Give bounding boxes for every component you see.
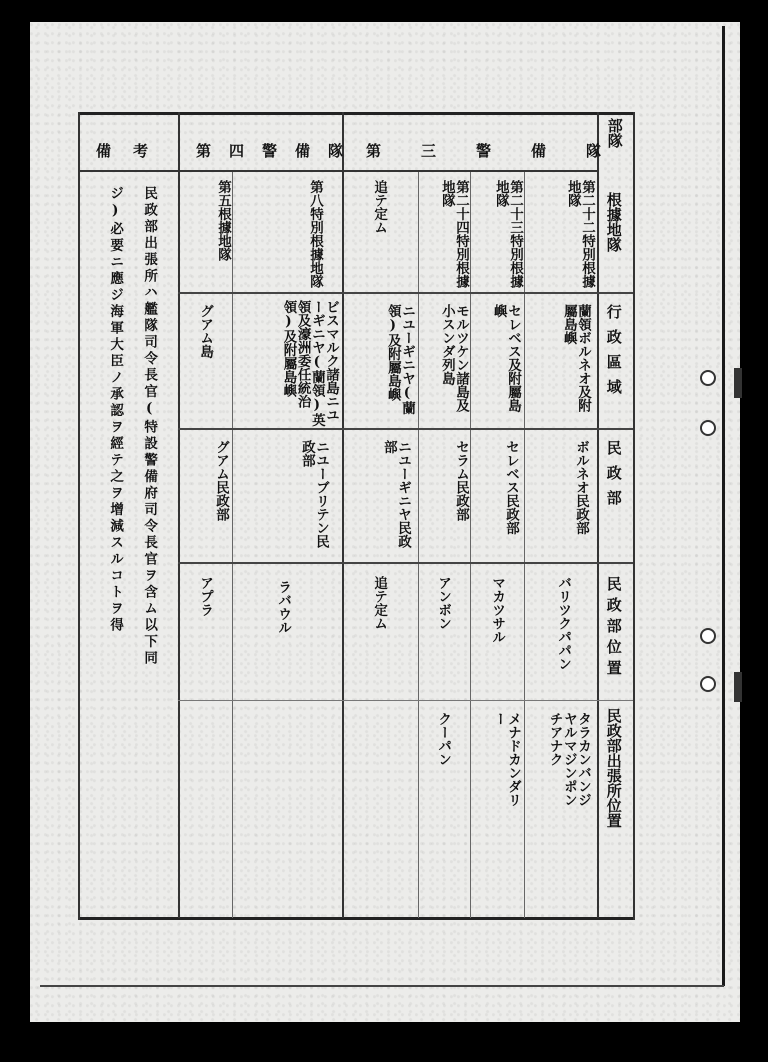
- row-3-base: 第二十四特別根據地隊: [438, 180, 469, 288]
- row-divider: [178, 700, 633, 701]
- column-divider: [470, 172, 471, 918]
- column-divider: [342, 112, 344, 918]
- column-divider: [524, 172, 525, 918]
- header-unit-label: 部隊: [605, 118, 624, 148]
- row-4-civil: ニユーギニヤ民政部: [380, 440, 411, 548]
- row-2-branch-loc: メナドカンダリー: [490, 712, 521, 807]
- row-4-base: 追テ定ム: [371, 180, 388, 234]
- row-2-region: セレベス及附屬島嶼: [490, 304, 521, 412]
- header-branch-loc: 民政部出張所位置: [604, 708, 623, 828]
- table-border-top: [78, 112, 635, 115]
- row-2-civil: セレベス民政部: [503, 440, 519, 535]
- row-5-region: ビスマルク諸島ニユーギニヤ(蘭領)英領及濠洲委任統治領)及附屬島嶼: [280, 300, 339, 427]
- row-1-region: 蘭領ボルネオ及附屬島嶼: [560, 304, 591, 412]
- remarks-line-1: 民政部出張所ハ艦隊司令長官(特設警備府司令長官ヲ含ム以下同: [141, 186, 158, 667]
- row-4-region: ニユーギニヤ(蘭領)及附屬島嶼: [384, 304, 415, 415]
- remarks-line-2: ジ)必要ニ應ジ海軍大臣ノ承認ヲ經テ之ヲ增減スルコトヲ得: [107, 186, 124, 634]
- binder-clip: [734, 672, 742, 702]
- header-remarks: 備考: [96, 142, 171, 160]
- header-civil: 民政部: [604, 440, 623, 515]
- page-edge: [722, 26, 725, 986]
- header-civil-loc: 民政部位置: [604, 576, 623, 681]
- row-3-region: モルツケン諸島及小スンダ列島: [438, 304, 469, 412]
- header-row-divider: [80, 170, 597, 172]
- header-unit4: 第四警備隊: [196, 142, 362, 160]
- page-edge-bottom: [40, 985, 724, 987]
- table-border-left: [78, 112, 80, 920]
- row-6-region: グアム島: [197, 304, 214, 358]
- row-6-base: 第五根據地隊: [215, 180, 231, 261]
- row-1-branch-loc: タラカンバンジヤルマジンポンチアナク: [546, 712, 591, 807]
- binder-hole: [700, 370, 716, 386]
- row-1-civil: ボルネオ民政部: [573, 440, 589, 535]
- column-divider: [597, 112, 599, 918]
- row-divider: [178, 562, 633, 564]
- row-5-civil-loc: ラバウル: [275, 580, 292, 634]
- row-2-civil-loc: マカツサル: [489, 576, 506, 644]
- row-4-civil-loc: 追テ定ム: [371, 576, 388, 630]
- binder-clip: [734, 368, 742, 398]
- column-divider: [178, 112, 180, 918]
- row-1-base: 第二十二特別根據地隊: [564, 180, 595, 288]
- row-divider: [178, 292, 633, 294]
- column-divider: [232, 172, 233, 918]
- column-divider: [418, 172, 419, 918]
- row-3-civil: セラム民政部: [453, 440, 469, 521]
- row-divider: [178, 428, 633, 430]
- row-5-civil: ニユーブリテン民政部: [298, 440, 329, 548]
- row-1-civil-loc: バリツクパパン: [555, 576, 572, 671]
- binder-hole: [700, 676, 716, 692]
- header-unit3: 第三警備隊: [366, 142, 642, 160]
- header-base: 根據地隊: [604, 192, 623, 252]
- table-border-bottom: [78, 917, 635, 920]
- binder-hole: [700, 420, 716, 436]
- row-6-civil: グアム民政部: [213, 440, 229, 521]
- header-region: 行政區域: [604, 304, 623, 404]
- row-3-branch-loc: クーパン: [435, 712, 452, 766]
- row-3-civil-loc: アンボン: [435, 576, 452, 630]
- row-2-base: 第二十三特別根據地隊: [492, 180, 523, 288]
- binder-hole: [700, 628, 716, 644]
- row-5-base: 第八特別根據地隊: [307, 180, 323, 288]
- table-border-right: [633, 112, 635, 920]
- row-6-civil-loc: アプラ: [197, 576, 214, 617]
